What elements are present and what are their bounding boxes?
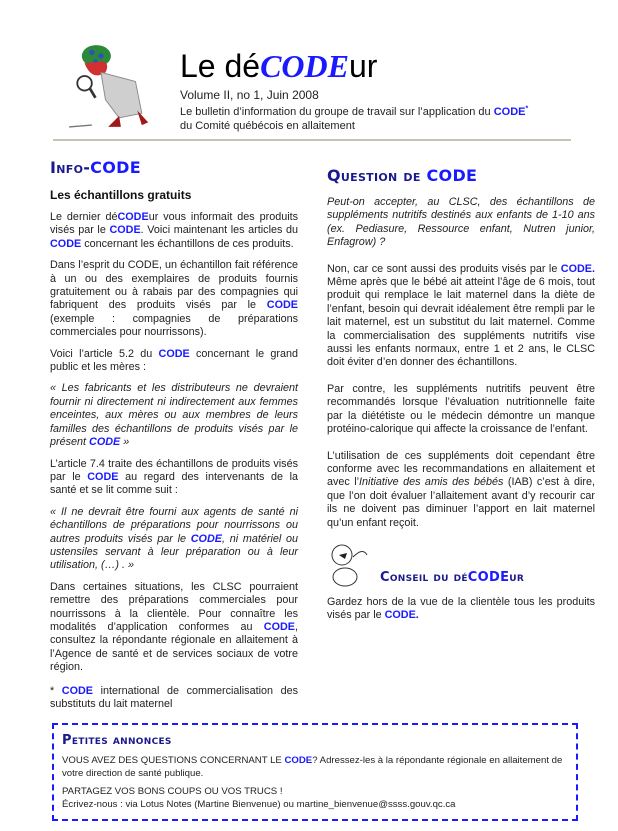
paragraph [50, 259, 298, 339]
text: (IAB) c’est à dire, que l’on doit évaluer l’allaitement avant d’y recourir car ils ne doivent pas diminuer l’apport en lait maternel qu’un enfant reçoit. [327, 476, 595, 529]
masthead [0, 0, 618, 142]
text: « Il ne devrait être fourni aux agents de santé ni échantillons de préparations pour nourrissons ou autres produits visés par le [50, 505, 298, 545]
heading-text: ur [509, 569, 525, 585]
subtitle-text-2: du Comité québécois en allaitement [180, 120, 355, 132]
question-heading [327, 166, 595, 186]
subtitle-text: Le bulletin d’information du groupe de travail sur l’application du [180, 106, 494, 118]
text: concernant les échantillons de ces produits. [81, 237, 294, 250]
quote-article-7-4 [50, 506, 298, 573]
text: Dans certaines situations, les CLSC pourraient remettre des préparations commerciales pour nourrissons à la clientèle. Pour connaître les modalités d’application conformes au [50, 580, 298, 633]
two-column-body [0, 142, 618, 711]
text: Même après que le bébé ait atteint l’âge de 6 mois, tout produit qui remplace le lait maternel dans la diète de l’enfant, besoin qui devrait idéalement être rempli par le lait maternel, est un substitut du lait maternel. Comme la commercialisation des suppléments nutritifs vise aussi les enfants normaux, entre 1 et 2 ans, le CLSC doit éviter d’en donner des échantillons. [327, 276, 595, 369]
contact-line[interactable]: Écrivez-nous : via Lotus Notes (Martine Bienvenue) ou martine_bienvenue@ssss.gouv.qc.ca [62, 798, 456, 810]
header-divider [53, 139, 571, 141]
code-word: CODE [109, 224, 141, 237]
text: Le dernier dé [50, 211, 118, 223]
footnote [50, 685, 298, 712]
ads-line [62, 755, 568, 780]
text: Dans l’esprit du CODE, un échantillon fait référence à un ou des exemplaires de produits fournis gratuitement ou à rabais par des compagnies qui fabriquent des produits visés par le [50, 259, 298, 312]
heading-code: CODE [90, 158, 141, 177]
text: Non, car ce sont aussi des produits visés par le [327, 262, 561, 275]
paragraph [50, 211, 298, 251]
heading-text: Question de [327, 166, 427, 185]
detective-icon [60, 36, 160, 136]
code-word: CODE [117, 211, 149, 223]
text: au regard des intervenants de la santé et se lit comme suit : [50, 470, 299, 497]
text: , consultez la répondante régionale en allaitement à l’Agence de santé et de services sociaux de votre région. [50, 620, 298, 674]
answer-paragraph [327, 263, 595, 370]
paragraph [50, 581, 298, 675]
code-word: CODE [493, 106, 526, 118]
text-italic: Initiative des amis des bébés [359, 476, 504, 489]
answer-paragraph: Par contre, les suppléments nutritifs peuvent être recommandés lorsque l’évaluation nutritionnelle faite par la diététiste ou le médecin démontre un manque protéino-calorique qui affecte la croissance de l’enfant. [327, 382, 595, 436]
text: , ni matériel ou ustensiles servant à leur préparation ou à leur utilisation, (…) . » [50, 532, 298, 572]
question-text: Peut-on accepter, au CLSC, des échantillons de suppléments nutritifs destinés aux enfants de 1-10 ans (ex. Pediasure, Ressource enfant, Nutren junior, Enfagrow) ? [327, 196, 595, 249]
text: ur vous informait des produits visés par le [50, 211, 298, 237]
code-word: CODE [50, 237, 82, 250]
text: Gardez hors de la vue de la clientèle tous les produits visés par le [327, 595, 595, 622]
code-word: CODE [263, 620, 295, 633]
paragraph [50, 458, 298, 498]
heading-text: Conseil du dé [380, 569, 468, 585]
volume-info: Volume II, no 1, Juin 2008 [180, 88, 319, 102]
conseil-heading [380, 570, 524, 586]
ads-line [62, 786, 568, 811]
ads-heading: Petites annonces [62, 733, 172, 749]
title-prefix: Le dé [180, 48, 261, 84]
subheading: Les échantillons gratuits [50, 188, 192, 202]
text: VOUS AVEZ DES QUESTIONS CONCERNANT LE [62, 755, 285, 767]
code-word: CODE [158, 347, 190, 360]
footnote-star: * [525, 105, 529, 113]
conseil-header [327, 543, 595, 588]
conseil-text [327, 596, 595, 623]
code-word: CODE [61, 684, 93, 697]
text: « Les fabricants et les distributeurs ne devraient fournir ni directement ni indirectement aux femmes enceintes, aux mères ou aux membres de leurs familles des échantillons de produits visés par le présent [50, 382, 298, 449]
mouse-icon [327, 543, 372, 588]
code-word: CODE. [384, 609, 419, 622]
answer-paragraph [327, 450, 595, 530]
text: international de commercialisation des substituts du lait maternel [50, 684, 298, 710]
text: ? Adressez-les à la répondante régionale en allaitement de votre direction de santé publique. [62, 755, 563, 779]
text: Voici l’article 5.2 du [50, 347, 159, 360]
info-code-heading [50, 158, 298, 178]
heading-code: CODE [426, 166, 478, 185]
title-suffix: ur [348, 48, 378, 84]
question-section [327, 158, 595, 623]
code-word: CODE. [560, 262, 595, 275]
quote-article-5-2 [50, 382, 298, 449]
text: PARTAGEZ VOS BONS COUPS OU VOS TRUCS ! [62, 786, 283, 798]
heading-text: Info- [50, 158, 91, 177]
text: . Voici maintenant les articles du [140, 224, 298, 237]
newsletter-title [180, 48, 377, 84]
code-word: CODE [190, 532, 222, 545]
text: concernant le grand public et les mères : [50, 347, 299, 374]
paragraph [50, 348, 298, 375]
info-code-section [50, 158, 298, 711]
code-word: CODE [87, 470, 119, 483]
text: » [120, 436, 130, 449]
code-word: CODE [266, 299, 298, 312]
text: L’article 7.4 traite des échantillons de produits visés par le [50, 457, 298, 483]
text: (exemple : compagnies de préparations commerciales pour nourrissons). [50, 312, 298, 339]
code-word: CODE [89, 436, 121, 449]
conseil-section [327, 543, 595, 623]
petites-annonces-box [52, 723, 578, 821]
footnote-star: * [50, 684, 62, 697]
heading-code: CODE [467, 569, 510, 585]
subtitle [180, 105, 580, 133]
code-word: CODE [284, 755, 313, 767]
title-code: CODE [260, 48, 349, 84]
text: L’utilisation de ces suppléments doit cependant être conforme avec les recommandations en allaitement et avec l’ [327, 449, 595, 489]
